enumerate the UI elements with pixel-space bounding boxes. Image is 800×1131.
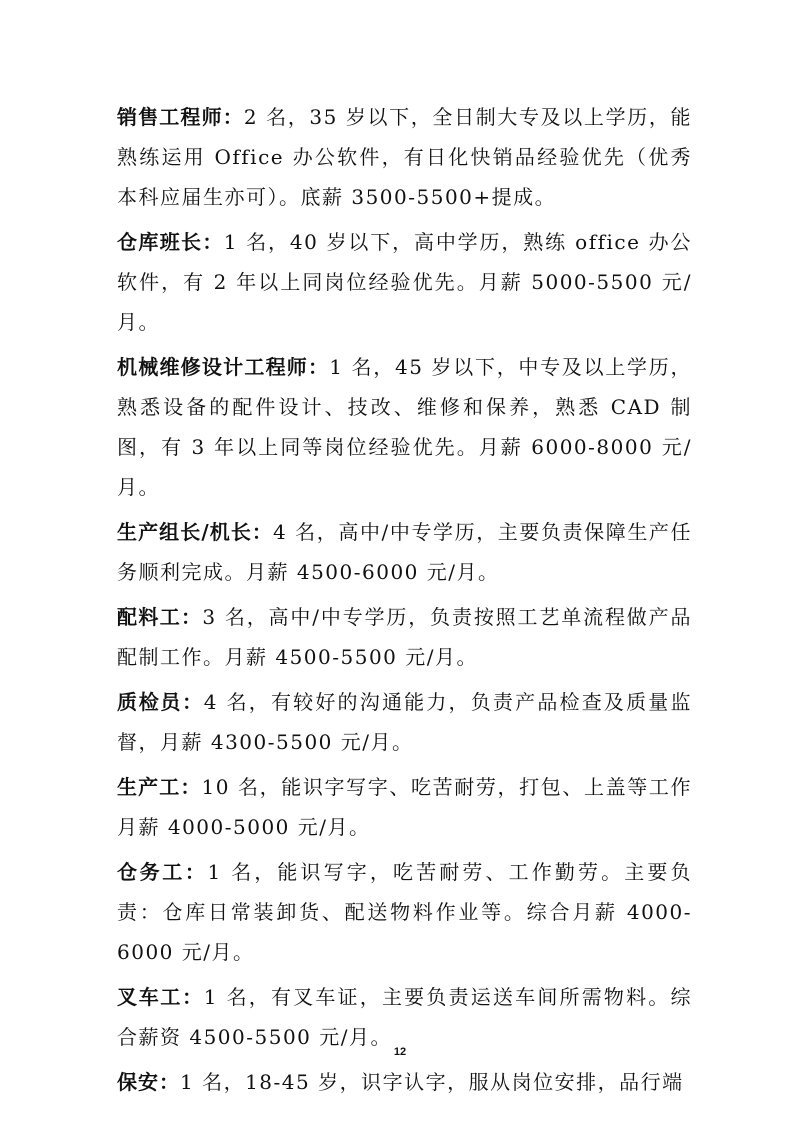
job-description: 4 名，有较好的沟通能力，负责产品检查及质量监督，月薪 4300-5500 元/月。 bbox=[117, 690, 692, 754]
job-title: 叉车工： bbox=[117, 985, 204, 1009]
job-entry-batching-worker bbox=[117, 597, 692, 677]
job-description: 2 名，35 岁以下，全日制大专及以上学历，能熟练运用 Office 办公软件，有日化快销品经验优先（优秀本科应届生亦可）。底薪 3500-5500+提成。 bbox=[117, 105, 693, 209]
job-description: 3 名，高中/中专学历，负责按照工艺单流程做产品配制工作。月薪 4500-5500 元/月。 bbox=[117, 605, 693, 669]
job-title: 机械维修设计工程师： bbox=[117, 355, 330, 379]
job-title: 仓务工： bbox=[117, 860, 208, 884]
job-title: 质检员： bbox=[117, 690, 204, 714]
job-title: 配料工： bbox=[117, 605, 203, 629]
job-description: 1 名，45 岁以下，中专及以上学历，熟悉设备的配件设计、技改、维修和保养，熟悉 CAD 制图，有 3 年以上同等岗位经验优先。月薪 6000-8000 元/月。 bbox=[117, 355, 693, 499]
job-description: 1 名，有叉车证，主要负责运送车间所需物料。综合薪资 4500-5500 元/月。 bbox=[117, 985, 692, 1049]
job-entry-warehouse-worker bbox=[117, 852, 692, 972]
job-description: 1 名，40 岁以下，高中学历，熟练 office 办公软件，有 2 年以上同岗位经验优先。月薪 5000-5500 元/月。 bbox=[117, 230, 692, 334]
job-title: 保安： bbox=[117, 1070, 180, 1094]
job-title: 销售工程师： bbox=[117, 105, 244, 129]
job-title: 仓库班长： bbox=[117, 230, 224, 254]
job-entry-security-guard bbox=[117, 1062, 692, 1102]
job-description: 4 名，高中/中专学历，主要负责保障生产任务顺利完成。月薪 4500-6000 元/月。 bbox=[117, 520, 692, 584]
page-number: 12 bbox=[393, 1046, 407, 1058]
job-title: 生产组长/机长： bbox=[117, 520, 274, 544]
job-description: 1 名，18-45 岁，识字认字，服从岗位安排，品行端 bbox=[180, 1070, 684, 1094]
job-entry-forklift-driver bbox=[117, 977, 692, 1057]
job-entry-warehouse-leader bbox=[117, 222, 692, 342]
job-entry-quality-inspector bbox=[117, 682, 692, 762]
job-entry-production-leader bbox=[117, 512, 692, 592]
job-listing bbox=[117, 97, 692, 1107]
job-description: 10 名，能识字写字、吃苦耐劳，打包、上盖等工作月薪 4000-5000 元/月。 bbox=[117, 775, 692, 839]
job-entry-sales-engineer bbox=[117, 97, 692, 217]
job-entry-production-worker bbox=[117, 767, 692, 847]
job-entry-mechanical-engineer bbox=[117, 347, 692, 507]
job-title: 生产工： bbox=[117, 775, 202, 799]
job-description: 1 名，能识写字，吃苦耐劳、工作勤劳。主要负责：仓库日常装卸货、配送物料作业等。综合月薪 4000-6000 元/月。 bbox=[117, 860, 692, 964]
